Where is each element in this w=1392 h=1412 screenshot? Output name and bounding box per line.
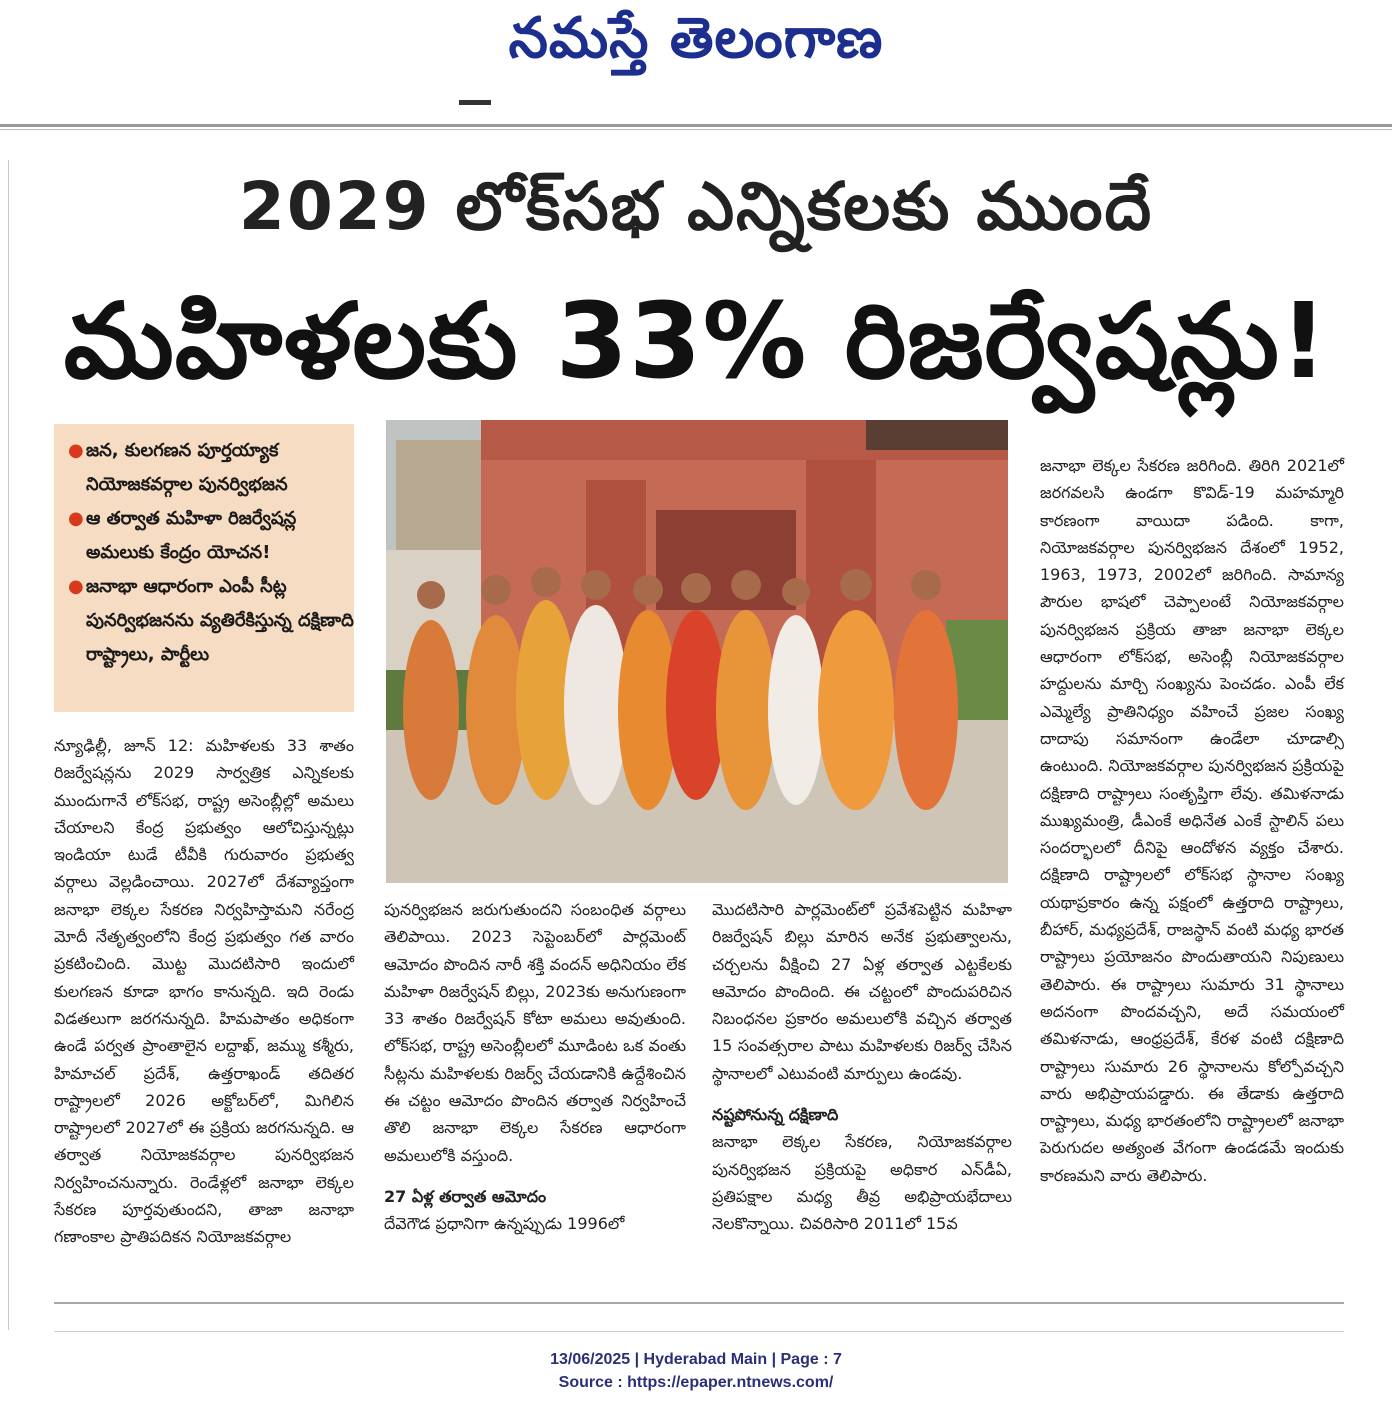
footer-source: Source : https://epaper.ntnews.com/	[558, 1374, 834, 1391]
masthead-mark	[459, 100, 491, 105]
article-text: పునర్విభజన జరుగుతుందని సంబంధిత వర్గాలు తెలిపాయి. 2023 సెప్టెంబర్‌లో పార్లమెంట్ ఆమోదం పొందిన నారీ శక్తి వందన్ అధినియం లేక మహిళా రిజర్వేషన్ బిల్లు, 2023కు అనుగుణంగా 33 శాతం రిజర్వేషన్ కోటా అమలు అవుతుంది. లోక్‌సభ, రాష్ట్ర అసెంబ్లీలలో మూడింట ఒక వంతు సీట్లను మహిళలకు రిజర్వ్ చేయడానికి ఉద్దేశించిన ఈ చట్టం ఆమోదం పొందిన తర్వాత నిర్వహించే తొలి జనాభా లెక్కల సేకరణ ఆధారంగా అమలులోకి వస్తుంది.	[384, 900, 686, 1165]
highlight-text: జనాభా ఆధారంగా ఎంపీ సీట్ల పునర్విభజనను వ్యతిరేకిస్తున్న దక్షిణాది రాష్ట్రాలు, పార్టీలు	[86, 576, 354, 665]
highlight-item	[68, 434, 354, 502]
news-photo	[386, 420, 1008, 883]
headline-line-2: మహిళలకు 33% రిజర్వేషన్లు!	[63, 280, 1329, 402]
article-column-1	[54, 732, 354, 1251]
parliament-women-photo-icon	[386, 420, 1008, 883]
footer	[0, 1348, 1392, 1394]
article-text: దేవెగౌడ ప్రధానిగా ఉన్నప్పుడు 1996లో	[384, 1214, 625, 1234]
highlight-text: జన, కులగణన పూర్తయ్యాక నియోజకవర్గాల పునర్విభజన	[86, 440, 288, 495]
highlight-item	[68, 502, 354, 570]
subheading: 27 ఏళ్ల తర్వాత ఆమోదం	[384, 1186, 547, 1206]
article-column-2	[384, 896, 686, 1238]
article-column-4	[1040, 452, 1344, 1189]
highlights-box	[54, 424, 354, 712]
article-text: న్యూఢిల్లీ, జూన్ 12: మహిళలకు 33 శాతం రిజర్వేషన్లను 2029 సార్వత్రిక ఎన్నికలకు ముందుగానే లోక్‌సభ, రాష్ట్ర అసెంబ్లీల్లో అమలు చేయాలని కేంద్ర ప్రభుత్వం ఆలోచిస్తున్నట్లు ఇండియా టుడే టీవీకి గురువారం ప్రభుత్వ వర్గాలు వెల్లడించాయి. 2027లో దేశవ్యాప్తంగా జనాభా లెక్కల సేకరణ నిర్వహిస్తామని నరేంద్ర మోదీ నేతృత్వంలోని కేంద్ర ప్రభుత్వం గత వారం ప్రకటించింది. మొట్ట మొదటిసారి ఇందులో కులగణన కూడా భాగం కానున్నది. ఇది రెండు విడతలుగా జరగనున్నది. హిమపాతం అధికంగా ఉండే పర్వత ప్రాంతాలైన లద్దాఖ్, జమ్ము కశ్మీరు, హిమాచల్ ప్రదేశ్, ఉత్తరాఖండ్ తదితర రాష్ట్రాలలో 2026 అక్టోబర్‌లో, మిగిలిన రాష్ట్రాలలో 2027లో ఈ ప్రక్రియ జరగనున్నది. ఆ తర్వాత నియోజకవర్గాల పునర్విభజన నిర్వహించనున్నారు. రెండేళ్లలో జనాభా లెక్కల సేకరణ పూర్తవుతుందని, తాజా జనాభా గణాంకాల ప్రాతిపదికన నియోజకవర్గాల	[54, 736, 354, 1247]
article-text: జనాభా లెక్కల సేకరణ, నియోజకవర్గాల పునర్విభజన ప్రక్రియపై అధికార ఎన్‌డీఏ, ప్రతిపక్షాల మధ్య తీవ్ర అభిప్రాయభేదాలు నెలకొన్నాయి. చివరిసారి 2011లో 15వ	[712, 1132, 1012, 1234]
headline-line-1: 2029 లోక్‌సభ ఎన్నికలకు ముందే	[238, 168, 1154, 245]
top-rule	[0, 124, 1392, 127]
article-text: మొదటిసారి పార్లమెంట్‌లో ప్రవేశపెట్టిన మహిళా రిజర్వేషన్ బిల్లు మారిన అనేక ప్రభుత్వాలను, చర్చలను వీక్షించి 27 ఏళ్ల తర్వాత ఎట్టకేలకు ఆమోదం పొందింది. ఈ చట్టంలో పొందుపరిచిన నిబంధనల ప్రకారం అమలులోకి వచ్చిన తర్వాత 15 సంవత్సరాల పాటు మహిళలకు రిజర్వ్ చేసిన స్థానాలలో ఎటువంటి మార్పులు ఉండవు.	[712, 900, 1012, 1083]
bullet-icon: ●	[68, 440, 84, 461]
footer-date-edition: 13/06/2025 | Hyderabad Main | Page : 7	[550, 1351, 842, 1368]
top-rule-thin	[0, 129, 1392, 130]
masthead	[0, 0, 1392, 120]
article-text: జనాభా లెక్కల సేకరణ జరిగింది. తిరిగి 2021లో జరగవలసి ఉండగా కొవిడ్-19 మహమ్మారి కారణంగా వాయిదా పడింది. కాగా, నియోజకవర్గాల పునర్విభజన దేశంలో 1952, 1963, 1973, 2002లో జరిగింది. సామాన్య పౌరుల భాషలో చెప్పాలంటే నియోజకవర్గాల పునర్విభజన ప్రక్రియ తాజా జనాభా లెక్కల ఆధారంగా లోక్‌సభ, అసెంబ్లీ నియోజకవర్గాల హద్దులను మార్చి సంఖ్యను పెంచడం. ఎంపీ లేక ఎమ్మెల్యే ప్రాతినిధ్యం వహించే ప్రజల సంఖ్య దాదాపు సమానంగా ఉండేలా చూడాల్సి ఉంటుంది. నియోజకవర్గాల పునర్విభజన ప్రక్రియపై దక్షిణాది రాష్ట్రాలు సంతృప్తిగా లేవు. తమిళనాడు ముఖ్యమంత్రి, డీఎంకే అధినేత ఎంకే స్టాలిన్ పలు సందర్భాలలో దీనిపై ఆందోళన వ్యక్తం చేశారు. దక్షిణాది రాష్ట్రాలలో లోక్‌సభ స్థానాల సంఖ్య యథాప్రకారం ఉన్న పక్షంలో ఉత్తరాది రాష్ట్రాలు, బీహార్, మధ్యప్రదేశ్, రాజస్థాన్ వంటి మధ్య భారత రాష్ట్రాలు ప్రయోజనం పొందుతాయని నిపుణులు తెలిపారు. ఈ రాష్ట్రాలు సుమారు 31 స్థానాలు అదనంగా పొందవచ్చని, అదే సమయంలో తమిళనాడు, ఆంధ్రప్రదేశ్, కేరళ వంటి దక్షిణాది రాష్ట్రాలు సుమారు 26 స్థానాలను కోల్పోవచ్చని వారు అభిప్రాయపడ్డారు. ఈ తేడాకు ఉత్తరాది రాష్ట్రాలు, మధ్య భారతంలోని రాష్ట్రాలలో జనాభా పెరుగుదల అత్యంత వేగంగా ఉండడమే ఇందుకు కారణమని వారు తెలిపారు.	[1040, 456, 1344, 1185]
bullet-icon: ●	[68, 576, 84, 597]
article-column-3	[712, 896, 1012, 1238]
highlight-text: ఆ తర్వాత మహిళా రిజర్వేషన్ల అమలుకు కేంద్రం యోచన!	[86, 508, 297, 563]
bottom-rule	[54, 1302, 1344, 1304]
highlight-item	[68, 570, 354, 672]
bottom-rule-thin	[54, 1331, 1344, 1332]
bullet-icon: ●	[68, 508, 84, 529]
subheading: నష్టపోనున్న దక్షిణాది	[712, 1105, 839, 1125]
masthead-logo: నమస్తే తెలంగాణ	[508, 6, 884, 71]
